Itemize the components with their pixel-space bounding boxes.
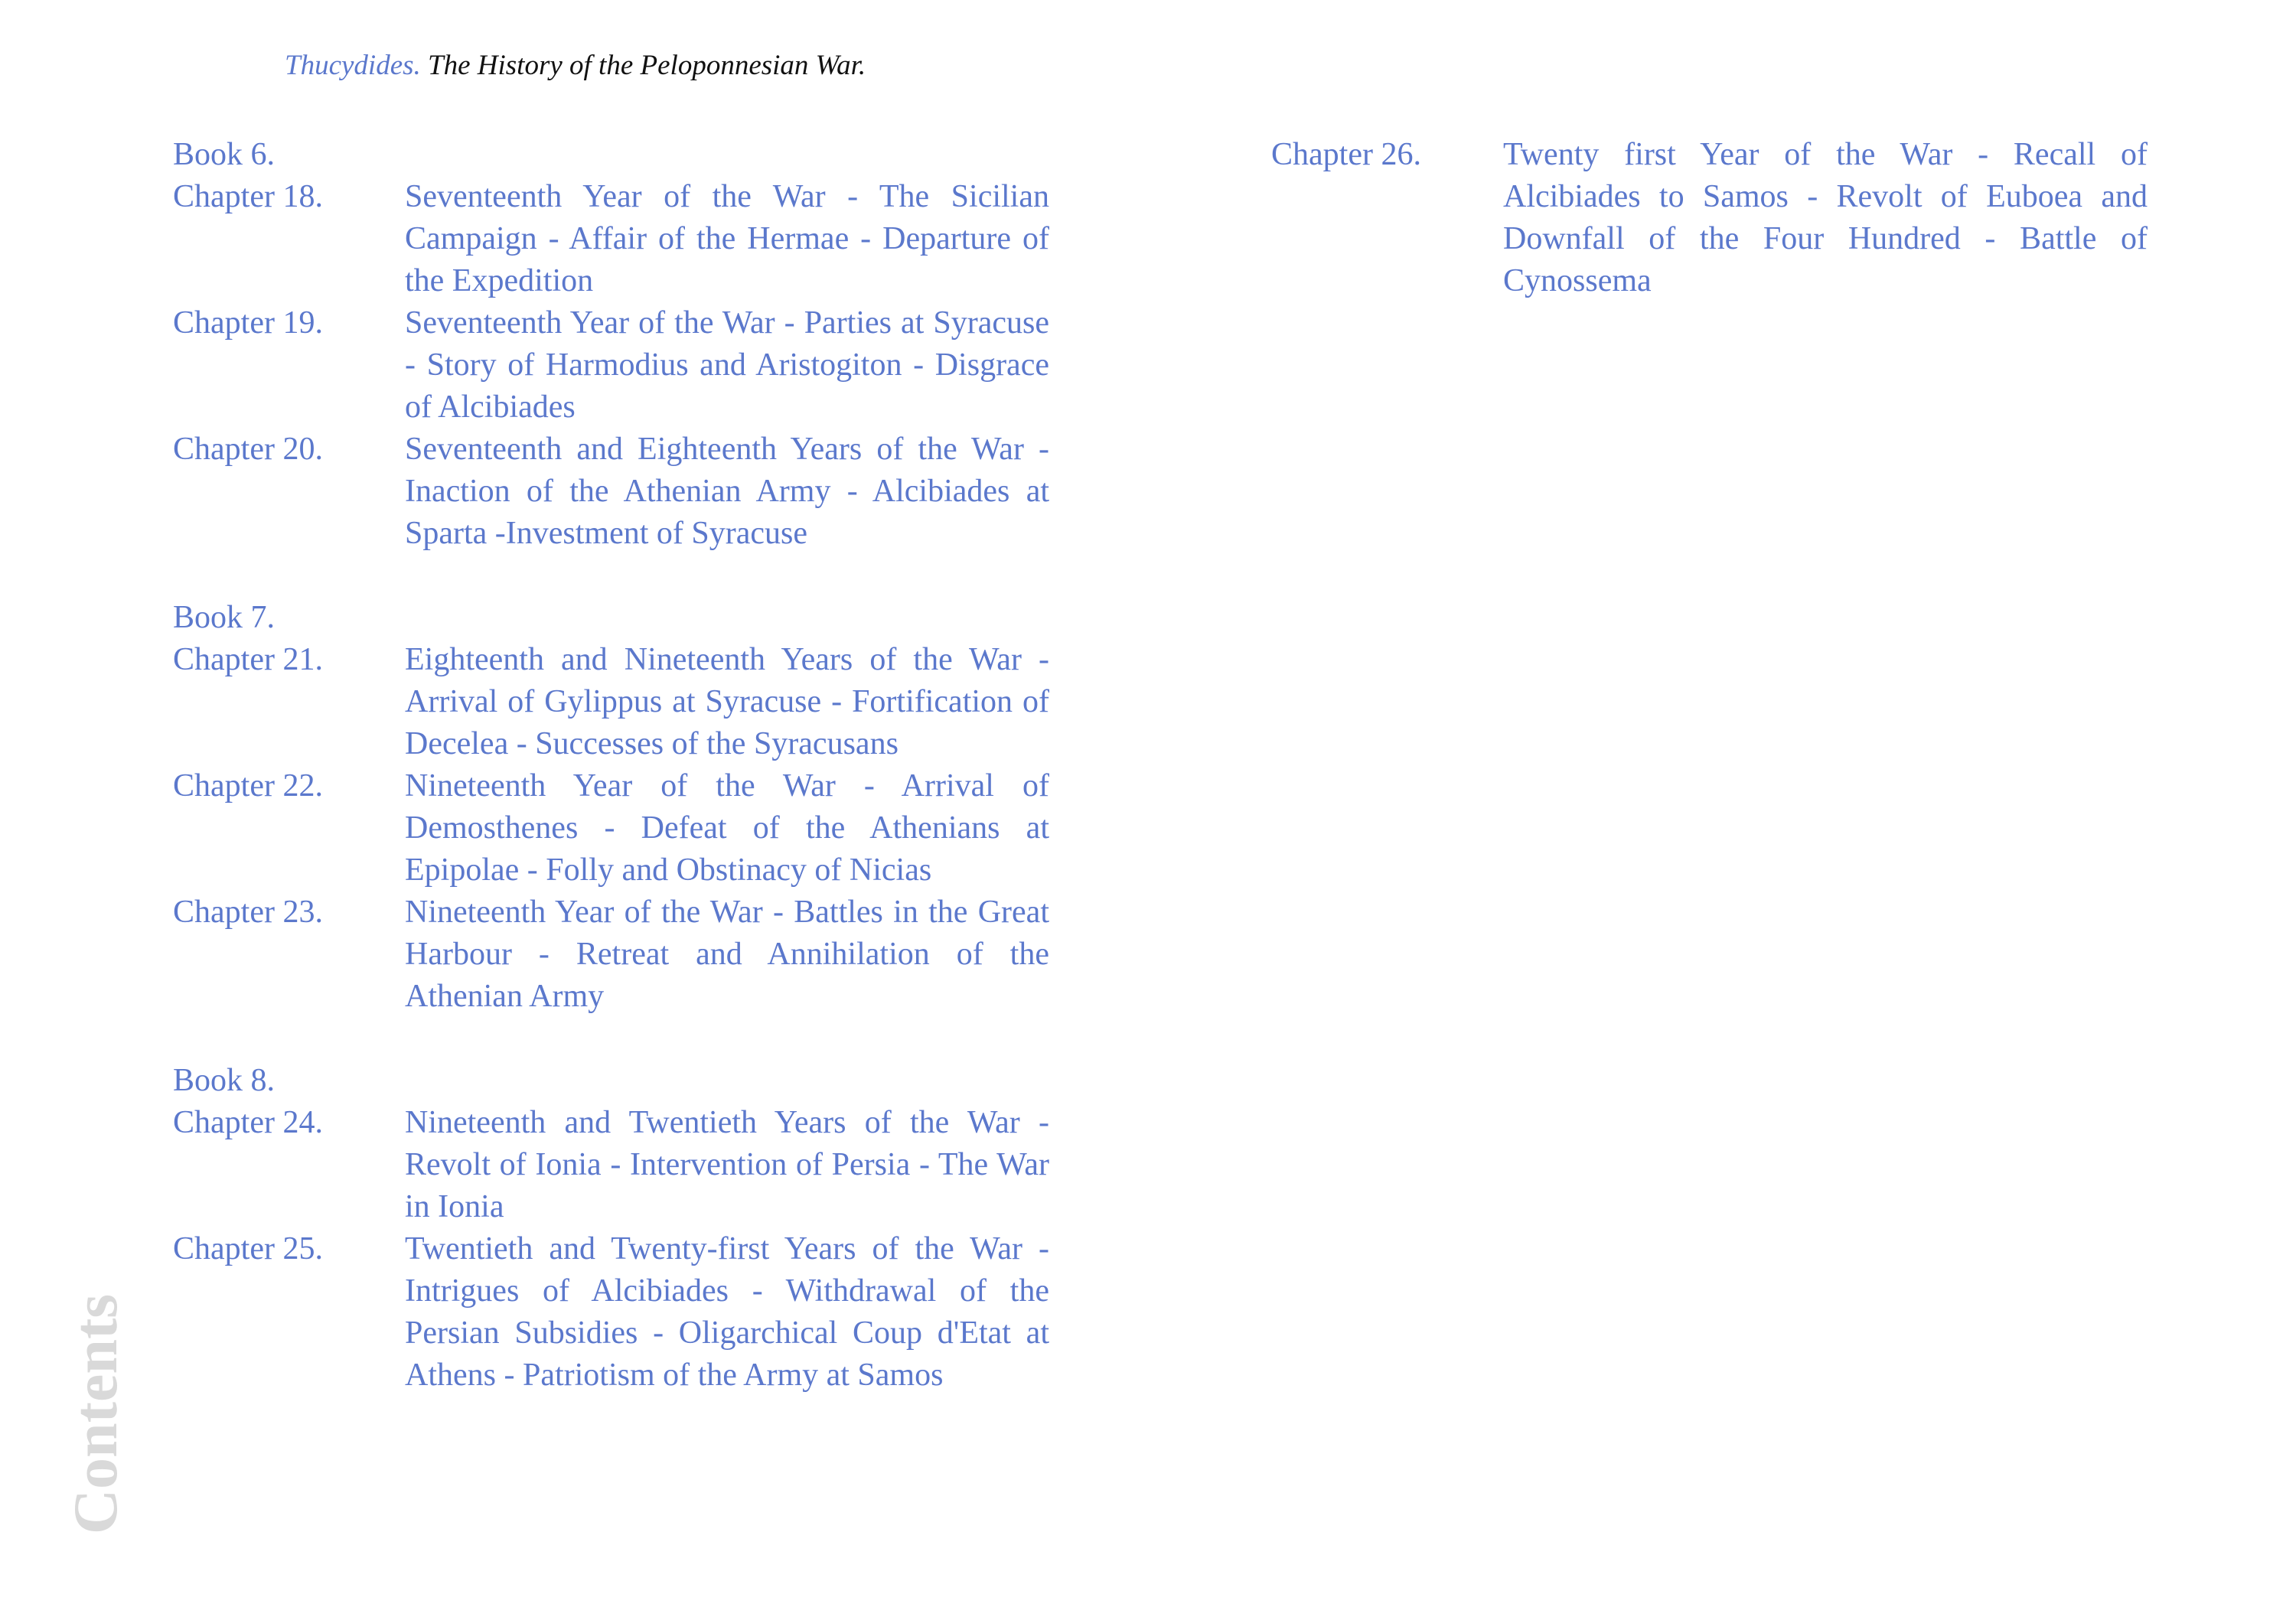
chapter-title: Seventeenth and Eighteenth Years of the War - Inaction of the Athenian Army - Alcibiades at Sparta -Investment of Syracuse xyxy=(405,432,1049,551)
chapter-label: Chapter 19. xyxy=(173,305,323,341)
toc-left-column xyxy=(173,134,1049,1397)
chapter-title: Nineteenth Year of the War - Arrival of Demosthenes - Defeat of the Athenians at Epipolae - Folly and Obstinacy of Nicias xyxy=(405,768,1049,888)
toc-entry-chapter-23[interactable] xyxy=(173,892,1049,1018)
chapter-title: Nineteenth and Twentieth Years of the War - Revolt of Ionia - Intervention of Persia - The War in Ionia xyxy=(405,1105,1049,1224)
chapter-label: Chapter 24. xyxy=(173,1105,323,1140)
book-7-section xyxy=(173,597,1049,1018)
book-6-section xyxy=(173,134,1049,555)
chapter-title: Nineteenth Year of the War - Battles in the Great Harbour - Retreat and Annihilation of the Athenian Army xyxy=(405,895,1049,1014)
book-8-section xyxy=(173,1060,1049,1397)
chapter-label: Chapter 26. xyxy=(1271,137,1421,172)
book-heading: Book 8. xyxy=(173,1063,276,1098)
contents-side-tab xyxy=(61,1292,130,1537)
toc-entry-chapter-24[interactable] xyxy=(173,1102,1049,1228)
author-name: Thucydides. xyxy=(285,50,421,81)
toc-entry-chapter-21[interactable] xyxy=(173,639,1049,765)
book-heading: Book 7. xyxy=(173,600,276,635)
book-heading: Book 6. xyxy=(173,137,276,172)
chapter-label: Chapter 25. xyxy=(173,1231,323,1266)
toc-entry-chapter-18[interactable] xyxy=(173,176,1049,302)
toc-entry-chapter-20[interactable] xyxy=(173,429,1049,555)
chapter-title: Twentieth and Twenty-first Years of the War - Intrigues of Alcibiades - Withdrawal of the Persian Subsidies - Oligarchical Coup d'Etat at Athens - Patriotism of the Army at Samos xyxy=(405,1231,1049,1393)
chapter-title: Seventeenth Year of the War - The Sicilian Campaign - Affair of the Hermae - Departure of the Expedition xyxy=(405,179,1049,298)
toc-entry-chapter-25[interactable] xyxy=(173,1228,1049,1397)
chapter-label: Chapter 23. xyxy=(173,895,323,930)
chapter-label: Chapter 20. xyxy=(173,432,323,467)
toc-right-column xyxy=(1271,134,2148,302)
side-tab-label: Contents xyxy=(60,1293,130,1535)
chapter-title: Seventeenth Year of the War - Parties at Syracuse - Story of Harmodius and Aristogiton - Disgrace of Alcibiades xyxy=(405,305,1049,425)
toc-entry-chapter-19[interactable] xyxy=(173,302,1049,429)
running-head xyxy=(285,49,866,82)
book-title: The History of the Peloponnesian War. xyxy=(428,50,866,81)
chapter-label: Chapter 22. xyxy=(173,768,323,804)
toc-entry-chapter-26[interactable] xyxy=(1271,134,2148,302)
chapter-label: Chapter 21. xyxy=(173,642,323,677)
chapter-label: Chapter 18. xyxy=(173,179,323,214)
toc-entry-chapter-22[interactable] xyxy=(173,765,1049,892)
chapter-title: Eighteenth and Nineteenth Years of the War - Arrival of Gylippus at Syracuse - Fortification of Decelea - Successes of the Syracusans xyxy=(405,642,1049,761)
chapter-title: Twenty first Year of the War - Recall of Alcibiades to Samos - Revolt of Euboea and Downfall of the Four Hundred - Battle of Cynossema xyxy=(1503,137,2148,298)
